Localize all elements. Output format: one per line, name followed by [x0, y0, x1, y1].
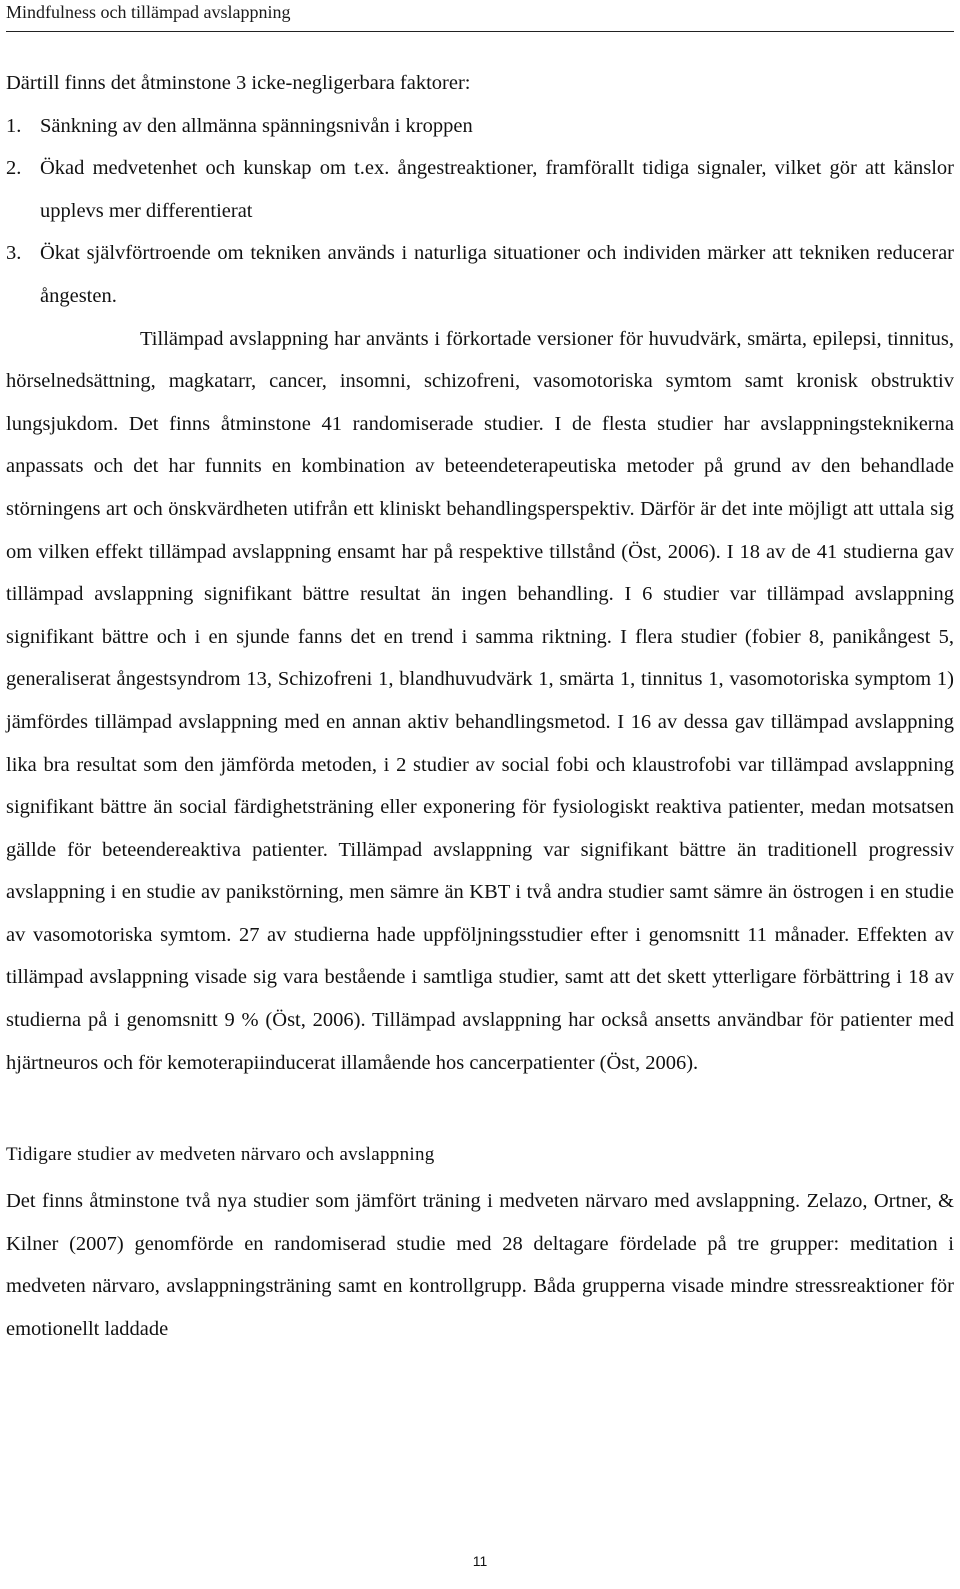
section-paragraph: Det finns åtminstone två nya studier som jämfört träning i medveten närvaro med avslappning. Zelazo, Ortner, & Kilner (2007) genomförde en randomiserad studie med 28 deltagare fördelade på tre grupper: meditation i medveten närvaro, avslappningsträning samt en kontrollgrupp. Båda grupperna visade mindre stressreaktioner för emotionellt laddade: [6, 1190, 954, 1341]
list-item-text: Ökad medvetenhet och kunskap om t.ex. ångestreaktioner, framförallt tidiga signaler, vilket gör att känslor upplevs mer differentierat: [40, 157, 954, 222]
list-number: 2.: [6, 157, 22, 180]
list-item: [6, 147, 954, 232]
factor-list: [6, 105, 954, 318]
list-item: [6, 232, 954, 317]
page-content: [6, 62, 954, 1351]
list-item: [6, 105, 954, 148]
list-item-text: Ökat självförtroende om tekniken används i naturliga situationer och individen märker att tekniken reducerar ångesten.: [40, 242, 954, 307]
list-number: 3.: [6, 242, 22, 265]
intro-line: Därtill finns det åtminstone 3 icke-negligerbara faktorer:: [6, 72, 471, 94]
body-paragraph: Tillämpad avslappning har använts i förkortade versioner för huvudvärk, smärta, epilepsi, tinnitus, hörselnedsättning, magkatarr, cancer, insomni, schizofreni, vasomotoriska symtom samt kronisk obstruktiv lungsjukdom. Det finns åtminstone 41 randomiserade studier. I de flesta studier har avslappningsteknikerna anpassats och det har funnits en kombination av beteendeterapeutiska metoder på grund av den behandlade störningens art och önskvärdheten utifrån ett kliniskt behandlingsperspektiv. Därför är det inte möjligt att uttala sig om vilken effekt tillämpad avslappning ensamt har på respektive tillstånd (Öst, 2006). I 18 av de 41 studierna gav tillämpad avslappning signifikant bättre resultat än ingen behandling. I 6 studier var tillämpad avslappning signifikant bättre och i en sjunde fanns det en trend i samma riktning. I flera studier (fobier 8, panikångest 5, generaliserat ångestsyndrom 13, Schizofreni 1, blandhuvudvärk 1, smärta 1, tinnitus 1, vasomotoriska symptom 1) jämfördes tillämpad avslappning med en annan aktiv behandlingsmetod. I 16 av dessa gav tillämpad avslappning lika bra resultat som den jämförda metoden, i 2 studier av social fobi och klaustrofobi var tillämpad avslappning signifikant bättre än social färdighetsträning eller exponering för fysiologiskt reaktiva patienter, medan motsatsen gällde för beteendereaktiva patienter. Tillämpad avslappning var signifikant bättre än traditionell progressiv avslappning i en studie av panikstörning, men sämre än KBT i två andra studier samt sämre än östrogen i en studie av vasomotoriska symtom. 27 av studierna hade uppföljningsstudier efter i genomsnitt 11 månader. Effekten av tillämpad avslappning visade sig vara bestående i samtliga studier, samt att det skett ytterligare förbättring i 18 av studierna på i genomsnitt 9 % (Öst, 2006). Tillämpad avslappning har också ansetts användbar för patienter med hjärtneuros och för kemoterapiinducerat illamående hos cancerpatienter (Öst, 2006).: [6, 327, 954, 1074]
list-number: 1.: [6, 114, 22, 137]
section-heading: Tidigare studier av medveten närvaro och avslappning: [6, 1144, 435, 1166]
running-header: Mindfulness och tillämpad avslappning: [6, 2, 291, 22]
page-number: 11: [472, 1553, 488, 1569]
header-rule: [6, 31, 954, 32]
list-item-text: Sänkning av den allmänna spänningsnivån i kroppen: [40, 114, 473, 137]
